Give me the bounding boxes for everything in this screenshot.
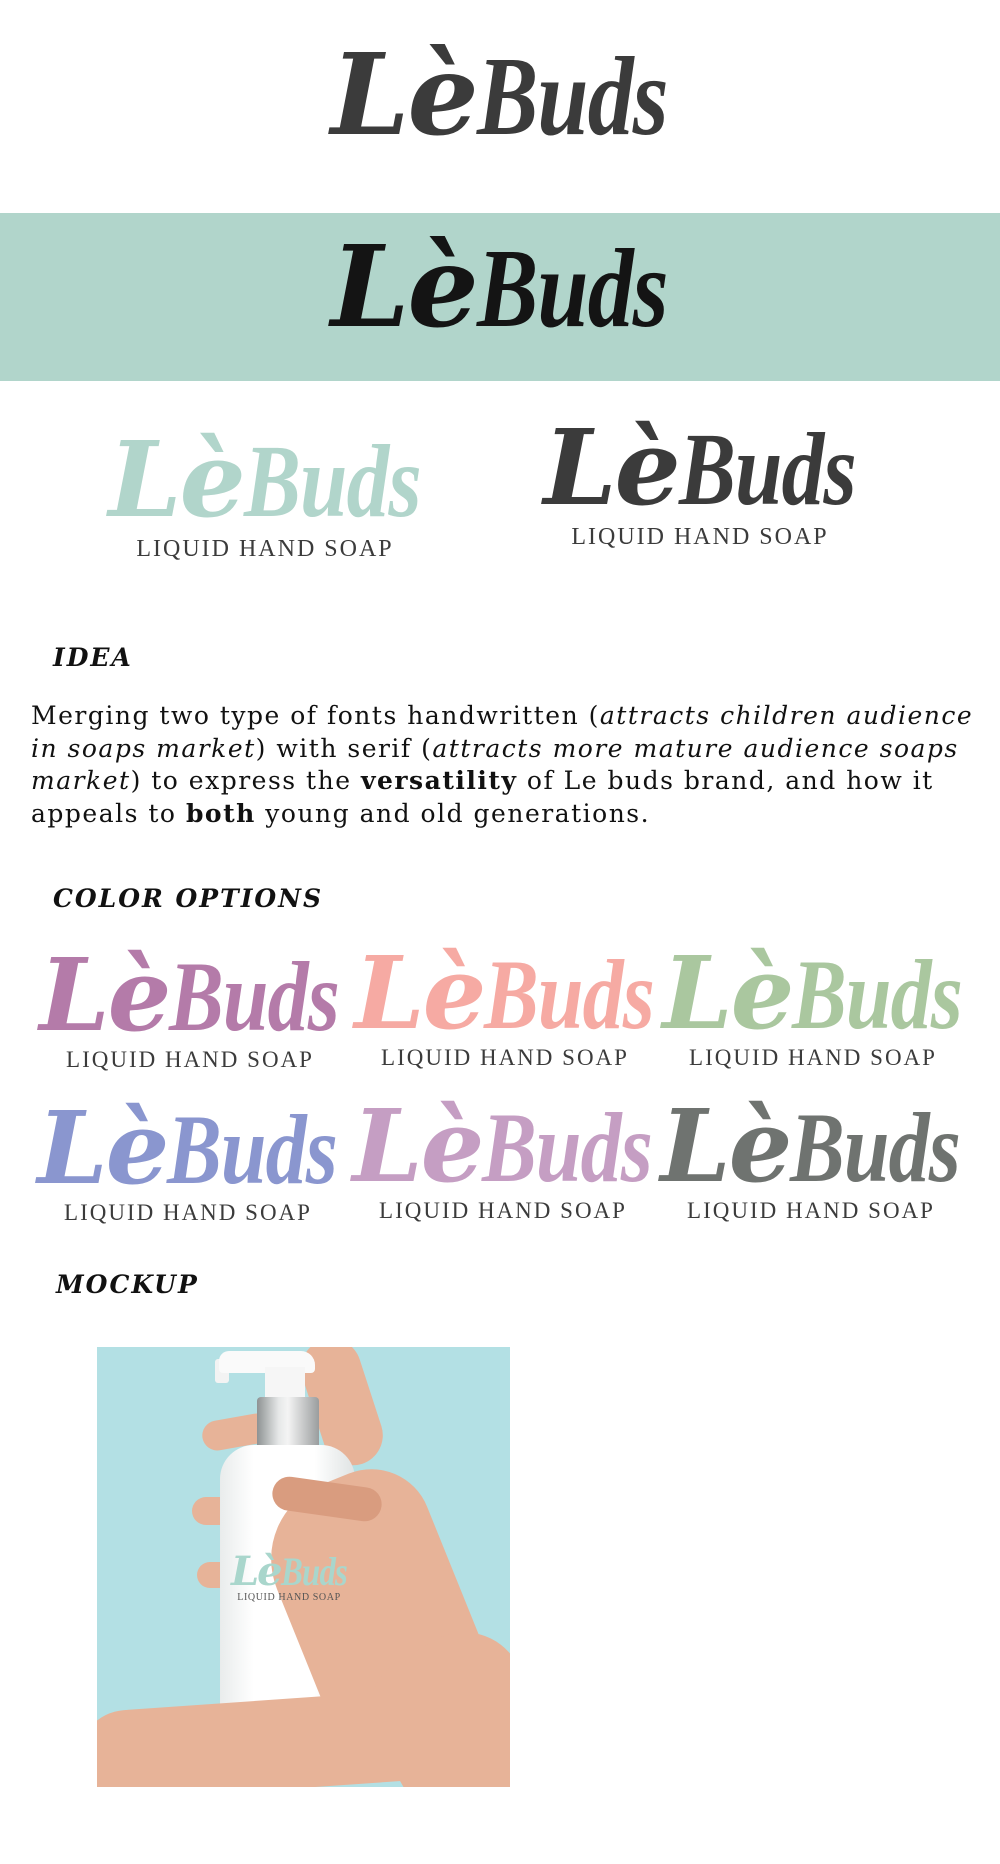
logo-le: Lè <box>230 1548 281 1595</box>
logo-mint-tagline <box>108 418 421 563</box>
logo-option-periwinkle <box>37 1089 338 1226</box>
idea-paragraph: Merging two type of fonts handwritten (attracts children audience in soaps market) with serif (attracts more mature audience soaps market) to express the versatility of Le buds brand, and how it appeals to both young and old generations. <box>31 701 974 828</box>
logo-option-lilac <box>352 1087 653 1224</box>
bottle-collar <box>257 1397 319 1449</box>
logo-option-sage <box>662 934 963 1071</box>
logo-buds: Buds <box>790 1092 961 1203</box>
logo-tagline: LIQUID HAND SOAP <box>66 1047 314 1072</box>
logo-le: Lè <box>39 936 170 1054</box>
pump-stem <box>265 1367 305 1399</box>
logo-dark-tagline <box>543 406 856 551</box>
logo-buds: Buds <box>280 1549 347 1594</box>
logo-le: Lè <box>37 1089 168 1207</box>
logo-tagline: LIQUID HAND SOAP <box>571 524 829 550</box>
hero-logo-black <box>0 222 1000 353</box>
logo-tagline: LIQUID HAND SOAP <box>687 1198 935 1223</box>
logo-option-mauve <box>39 936 340 1073</box>
logo-buds: Buds <box>167 1094 338 1205</box>
logo-le: Lè <box>354 934 485 1052</box>
logo-tagline: LIQUID HAND SOAP <box>237 1592 341 1603</box>
logo-tagline: LIQUID HAND SOAP <box>136 536 394 562</box>
mockup-heading: MOCKUP <box>56 1270 199 1299</box>
logo-option-slate <box>660 1087 961 1224</box>
logo-tagline: LIQUID HAND SOAP <box>379 1198 627 1223</box>
logo-buds: Buds <box>678 412 856 527</box>
idea-heading: IDEA <box>53 643 133 672</box>
bottle-logo <box>219 1548 359 1603</box>
logo-le: Lè <box>352 1087 483 1205</box>
logo-buds: Buds <box>476 227 668 351</box>
logo-le: Lè <box>108 418 244 541</box>
logo-le: Lè <box>543 406 679 529</box>
logo-buds: Buds <box>476 35 668 159</box>
logo-le: Lè <box>662 934 793 1052</box>
logo-buds: Buds <box>792 939 963 1050</box>
mockup-image <box>97 1347 510 1787</box>
logo-tagline: LIQUID HAND SOAP <box>64 1200 312 1225</box>
logo-buds: Buds <box>169 941 340 1052</box>
logo-buds: Buds <box>482 1092 653 1203</box>
logo-le: Lè <box>330 30 477 161</box>
logo-buds: Buds <box>484 939 655 1050</box>
hand-bottom <box>97 1691 410 1787</box>
logo-buds: Buds <box>243 424 421 539</box>
logo-le: Lè <box>330 222 477 353</box>
logo-tagline: LIQUID HAND SOAP <box>381 1045 629 1070</box>
color-options-heading: COLOR OPTIONS <box>53 884 324 913</box>
logo-option-peach <box>354 934 655 1071</box>
logo-le: Lè <box>660 1087 791 1205</box>
hero-logo-dark <box>0 30 1000 161</box>
logo-tagline: LIQUID HAND SOAP <box>689 1045 937 1070</box>
